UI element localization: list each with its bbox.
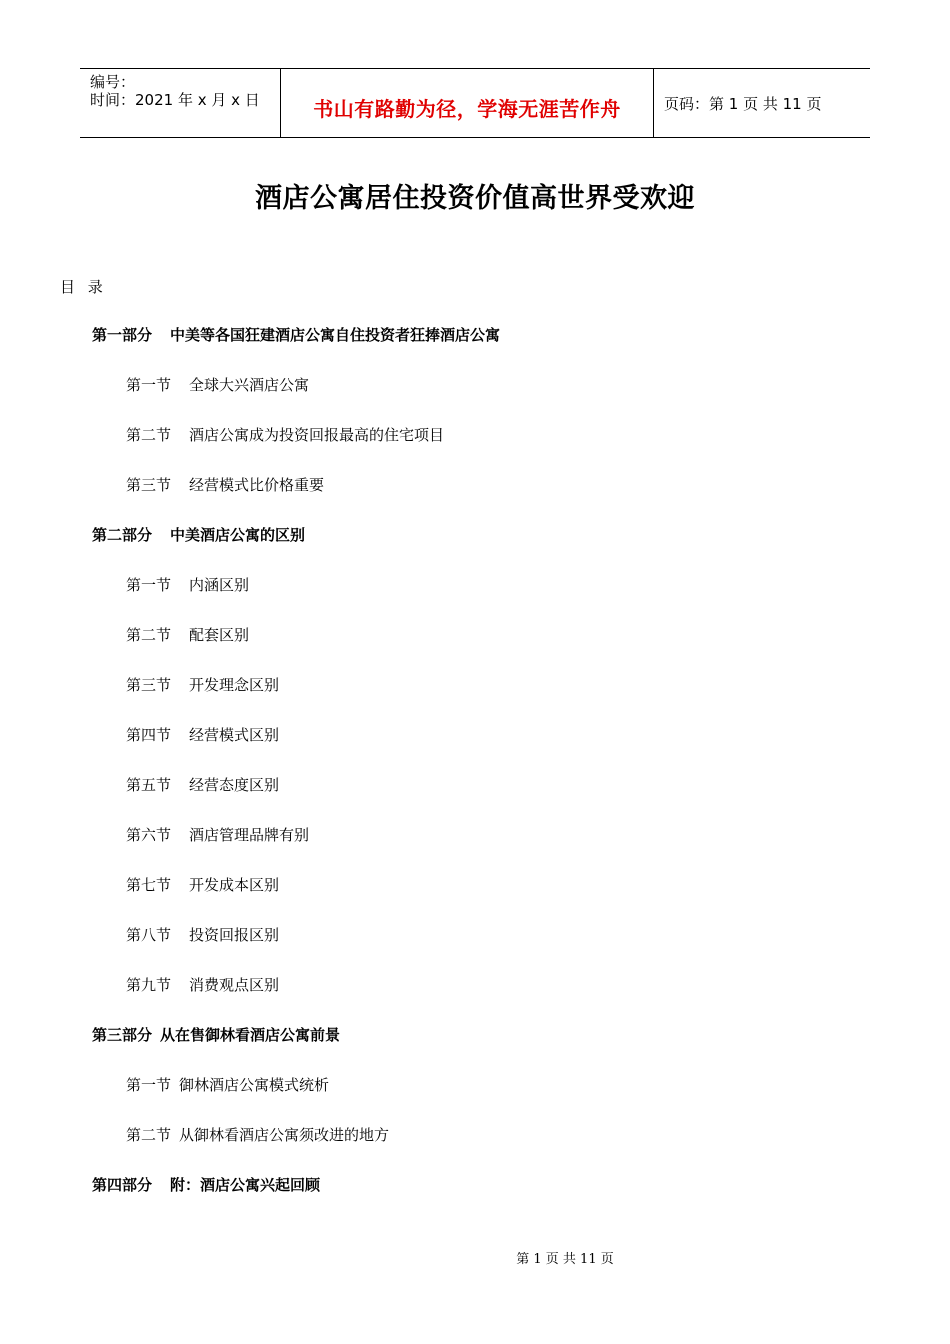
- toc-section-label: 第二节: [126, 1126, 172, 1144]
- header-table: [80, 68, 870, 138]
- toc-section-label: 第三节: [126, 676, 172, 694]
- toc-section-title: 经营模式区别: [189, 726, 280, 744]
- toc-heading: 目 录: [60, 278, 107, 296]
- toc-section-title: 酒店管理品牌有别: [189, 826, 310, 844]
- toc-section[interactable]: [126, 1126, 389, 1144]
- toc-section[interactable]: [126, 726, 279, 744]
- toc-part-1[interactable]: [92, 326, 500, 344]
- toc-section-label: 第四节: [126, 726, 172, 744]
- header-page-cell: [654, 69, 870, 137]
- code-label: 编号：: [90, 73, 136, 91]
- toc-section-title: 投资回报区别: [189, 926, 280, 944]
- toc-part-label: 第二部分: [92, 526, 153, 544]
- toc-section-label: 第三节: [126, 476, 172, 494]
- toc-part-label: 第一部分: [92, 326, 153, 344]
- toc-part-label: 第三部分: [92, 1026, 153, 1044]
- toc-section[interactable]: [126, 426, 444, 444]
- toc-section[interactable]: [126, 976, 279, 994]
- toc-section[interactable]: [126, 676, 279, 694]
- toc-section-title: 全球大兴酒店公寓: [189, 376, 310, 394]
- toc-section-label: 第二节: [126, 426, 172, 444]
- page-info: 页码：第 1 页 共 11 页: [664, 95, 822, 113]
- toc-part-4[interactable]: [92, 1176, 320, 1194]
- toc-section-title: 从御林看酒店公寓须改进的地方: [179, 1126, 390, 1144]
- toc-section[interactable]: [126, 376, 309, 394]
- toc-section-title: 开发成本区别: [189, 876, 280, 894]
- toc-section-label: 第九节: [126, 976, 172, 994]
- toc-section[interactable]: [126, 626, 249, 644]
- document-title: 酒店公寓居住投资价值高世界受欢迎: [255, 183, 695, 214]
- toc-section[interactable]: [126, 576, 249, 594]
- toc-part-label: 第四部分: [92, 1176, 153, 1194]
- toc-part-title: 中美酒店公寓的区别: [170, 526, 306, 544]
- toc-section-label: 第六节: [126, 826, 172, 844]
- toc-section-label: 第一节: [126, 1076, 172, 1094]
- toc-section-label: 第一节: [126, 576, 172, 594]
- toc-part-title: 中美等各国狂建酒店公寓自住投资者狂捧酒店公寓: [170, 326, 501, 344]
- toc-section[interactable]: [126, 476, 324, 494]
- toc-section-title: 配套区别: [189, 626, 250, 644]
- time-label: 时间：2021 年 x 月 x 日: [90, 91, 260, 109]
- toc-section[interactable]: [126, 826, 309, 844]
- toc-section-label: 第七节: [126, 876, 172, 894]
- toc-section[interactable]: [126, 776, 279, 794]
- toc-part-title: 附：酒店公寓兴起回顾: [170, 1176, 321, 1194]
- toc-section[interactable]: [126, 876, 279, 894]
- toc-section-title: 消费观点区别: [189, 976, 280, 994]
- toc-section-label: 第二节: [126, 626, 172, 644]
- toc-section-title: 经营模式比价格重要: [189, 476, 325, 494]
- toc-section-title: 御林酒店公寓模式统析: [179, 1076, 330, 1094]
- toc-part-3[interactable]: [92, 1026, 340, 1044]
- toc-part-2[interactable]: [92, 526, 305, 544]
- toc-section-label: 第五节: [126, 776, 172, 794]
- toc-section[interactable]: [126, 1076, 329, 1094]
- toc-section-label: 第一节: [126, 376, 172, 394]
- page-footer: 第 1 页 共 11 页: [516, 1252, 614, 1267]
- toc-part-title: 从在售御林看酒店公寓前景: [160, 1026, 341, 1044]
- motto: 书山有路勤为径，学海无涯苦作舟: [313, 97, 621, 121]
- toc-section-title: 经营态度区别: [189, 776, 280, 794]
- toc-section-title: 酒店公寓成为投资回报最高的住宅项目: [189, 426, 445, 444]
- toc-section-title: 内涵区别: [189, 576, 250, 594]
- header-motto-cell: [281, 69, 654, 137]
- toc-section[interactable]: [126, 926, 279, 944]
- toc-section-title: 开发理念区别: [189, 676, 280, 694]
- toc-section-label: 第八节: [126, 926, 172, 944]
- header-meta-cell: [80, 69, 281, 137]
